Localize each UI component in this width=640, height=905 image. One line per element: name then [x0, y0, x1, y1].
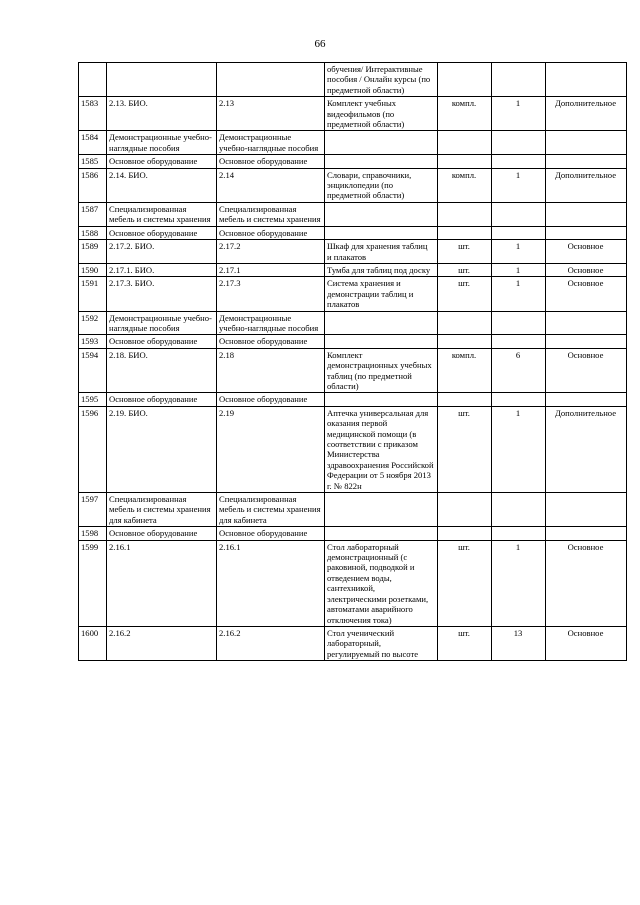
unit-cell: шт.: [438, 240, 492, 264]
row-number-cell: 1596: [79, 406, 107, 492]
row-number-cell: 1590: [79, 263, 107, 276]
unit-cell: компл.: [438, 97, 492, 131]
code-cell: Демонстрационные учебно-наглядные пособия: [107, 311, 217, 335]
quantity-cell: 13: [492, 626, 546, 660]
item-name-cell: [325, 202, 438, 226]
item-name-cell: Комплект демонстрационных учебных таблиц (по предметной области): [325, 348, 438, 393]
item-name-cell: Аптечка универсальная для оказания первой медицинской помощи (в соответствии с приказом Министерства здравоохранения Российской Федерации от 5 ноября 2013 г. № 822н: [325, 406, 438, 492]
unit-cell: [438, 393, 492, 406]
unit-cell: [438, 493, 492, 527]
equipment-type-cell: [546, 63, 627, 97]
quantity-cell: 1: [492, 168, 546, 202]
equipment-type-cell: Основное: [546, 240, 627, 264]
reference-cell: 2.16.2: [217, 626, 325, 660]
code-cell: 2.13. БИО.: [107, 97, 217, 131]
item-name-cell: Комплект учебных видеофильмов (по предметной области): [325, 97, 438, 131]
reference-cell: 2.19: [217, 406, 325, 492]
table-row: [79, 226, 627, 239]
table-row: [79, 240, 627, 264]
row-number-cell: 1592: [79, 311, 107, 335]
item-name-cell: [325, 131, 438, 155]
unit-cell: [438, 155, 492, 168]
unit-cell: [438, 202, 492, 226]
code-cell: 2.17.3. БИО.: [107, 277, 217, 311]
reference-cell: 2.16.1: [217, 540, 325, 626]
equipment-type-cell: [546, 493, 627, 527]
quantity-cell: 1: [492, 406, 546, 492]
equipment-type-cell: Основное: [546, 263, 627, 276]
row-number-cell: 1597: [79, 493, 107, 527]
table-row: [79, 527, 627, 540]
quantity-cell: [492, 155, 546, 168]
item-name-cell: [325, 527, 438, 540]
row-number-cell: 1593: [79, 335, 107, 348]
reference-cell: Основное оборудование: [217, 527, 325, 540]
equipment-type-cell: Дополнительное: [546, 168, 627, 202]
equipment-type-cell: Основное: [546, 540, 627, 626]
table-row: [79, 168, 627, 202]
quantity-cell: 1: [492, 240, 546, 264]
item-name-cell: Стол лабораторный демонстрационный (с раковиной, подводкой и отведением воды, сантехникой, электрическими розетками, автоматами аварийного отключения тока): [325, 540, 438, 626]
row-number-cell: 1588: [79, 226, 107, 239]
code-cell: Демонстрационные учебно-наглядные пособия: [107, 131, 217, 155]
code-cell: [107, 63, 217, 97]
quantity-cell: 1: [492, 263, 546, 276]
equipment-type-cell: Дополнительное: [546, 406, 627, 492]
table-row: [79, 348, 627, 393]
table-row: [79, 155, 627, 168]
quantity-cell: [492, 393, 546, 406]
unit-cell: [438, 335, 492, 348]
equipment-type-cell: [546, 335, 627, 348]
unit-cell: шт.: [438, 406, 492, 492]
item-name-cell: Стол ученический лабораторный, регулируемый по высоте: [325, 626, 438, 660]
table-row: [79, 263, 627, 276]
table-row: [79, 311, 627, 335]
unit-cell: [438, 527, 492, 540]
reference-cell: [217, 63, 325, 97]
quantity-cell: [492, 493, 546, 527]
quantity-cell: [492, 63, 546, 97]
equipment-type-cell: [546, 202, 627, 226]
code-cell: 2.16.2: [107, 626, 217, 660]
equipment-type-cell: [546, 226, 627, 239]
quantity-cell: [492, 131, 546, 155]
item-name-cell: [325, 155, 438, 168]
reference-cell: Специализированная мебель и системы хранения для кабинета: [217, 493, 325, 527]
unit-cell: шт.: [438, 626, 492, 660]
equipment-type-cell: [546, 311, 627, 335]
table-row: [79, 277, 627, 311]
table-row: [79, 202, 627, 226]
equipment-type-cell: Основное: [546, 348, 627, 393]
reference-cell: 2.13: [217, 97, 325, 131]
reference-cell: Специализированная мебель и системы хранения: [217, 202, 325, 226]
quantity-cell: [492, 527, 546, 540]
unit-cell: [438, 131, 492, 155]
reference-cell: Основное оборудование: [217, 155, 325, 168]
table-row: [79, 393, 627, 406]
quantity-cell: 1: [492, 277, 546, 311]
reference-cell: 2.17.1: [217, 263, 325, 276]
row-number-cell: 1586: [79, 168, 107, 202]
item-name-cell: [325, 226, 438, 239]
table-row: [79, 335, 627, 348]
item-name-cell: Тумба для таблиц под доску: [325, 263, 438, 276]
quantity-cell: [492, 335, 546, 348]
equipment-type-cell: [546, 527, 627, 540]
row-number-cell: 1583: [79, 97, 107, 131]
code-cell: Основное оборудование: [107, 226, 217, 239]
item-name-cell: Шкаф для хранения таблиц и плакатов: [325, 240, 438, 264]
table-row: [79, 131, 627, 155]
code-cell: Основное оборудование: [107, 527, 217, 540]
reference-cell: Основное оборудование: [217, 393, 325, 406]
code-cell: 2.17.2. БИО.: [107, 240, 217, 264]
quantity-cell: [492, 311, 546, 335]
table-row: [79, 540, 627, 626]
table-row: [79, 626, 627, 660]
row-number-cell: 1599: [79, 540, 107, 626]
row-number-cell: 1594: [79, 348, 107, 393]
quantity-cell: 6: [492, 348, 546, 393]
equipment-type-cell: Основное: [546, 626, 627, 660]
item-name-cell: [325, 335, 438, 348]
unit-cell: [438, 63, 492, 97]
code-cell: Основное оборудование: [107, 155, 217, 168]
row-number-cell: 1585: [79, 155, 107, 168]
item-name-cell: [325, 493, 438, 527]
table-row: [79, 493, 627, 527]
item-name-cell: Система хранения и демонстрации таблиц и плакатов: [325, 277, 438, 311]
item-name-cell: обучения/ Интерактивные пособия / Онлайн курсы (по предметной области): [325, 63, 438, 97]
row-number-cell: 1598: [79, 527, 107, 540]
unit-cell: компл.: [438, 348, 492, 393]
code-cell: Специализированная мебель и системы хранения: [107, 202, 217, 226]
reference-cell: Основное оборудование: [217, 226, 325, 239]
row-number-cell: 1591: [79, 277, 107, 311]
table-row: [79, 63, 627, 97]
reference-cell: 2.14: [217, 168, 325, 202]
unit-cell: шт.: [438, 540, 492, 626]
code-cell: 2.16.1: [107, 540, 217, 626]
code-cell: 2.14. БИО.: [107, 168, 217, 202]
unit-cell: шт.: [438, 263, 492, 276]
equipment-table: [78, 62, 627, 661]
unit-cell: шт.: [438, 277, 492, 311]
row-number-cell: 1589: [79, 240, 107, 264]
page-number: 66: [314, 38, 326, 50]
item-name-cell: [325, 311, 438, 335]
reference-cell: Демонстрационные учебно-наглядные пособия: [217, 311, 325, 335]
row-number-cell: 1584: [79, 131, 107, 155]
item-name-cell: Словари, справочники, энциклопедии (по предметной области): [325, 168, 438, 202]
item-name-cell: [325, 393, 438, 406]
reference-cell: Основное оборудование: [217, 335, 325, 348]
row-number-cell: 1595: [79, 393, 107, 406]
quantity-cell: [492, 202, 546, 226]
code-cell: 2.17.1. БИО.: [107, 263, 217, 276]
quantity-cell: 1: [492, 540, 546, 626]
quantity-cell: [492, 226, 546, 239]
table-row: [79, 97, 627, 131]
unit-cell: [438, 226, 492, 239]
reference-cell: 2.17.2: [217, 240, 325, 264]
quantity-cell: 1: [492, 97, 546, 131]
equipment-type-cell: Основное: [546, 277, 627, 311]
row-number-cell: 1587: [79, 202, 107, 226]
code-cell: Основное оборудование: [107, 335, 217, 348]
code-cell: Специализированная мебель и системы хранения для кабинета: [107, 493, 217, 527]
unit-cell: [438, 311, 492, 335]
row-number-cell: [79, 63, 107, 97]
reference-cell: 2.17.3: [217, 277, 325, 311]
code-cell: 2.18. БИО.: [107, 348, 217, 393]
code-cell: 2.19. БИО.: [107, 406, 217, 492]
row-number-cell: 1600: [79, 626, 107, 660]
unit-cell: компл.: [438, 168, 492, 202]
equipment-type-cell: [546, 131, 627, 155]
equipment-type-cell: [546, 155, 627, 168]
reference-cell: Демонстрационные учебно-наглядные пособия: [217, 131, 325, 155]
code-cell: Основное оборудование: [107, 393, 217, 406]
table-row: [79, 406, 627, 492]
table-body: [79, 63, 627, 661]
reference-cell: 2.18: [217, 348, 325, 393]
equipment-type-cell: Дополнительное: [546, 97, 627, 131]
equipment-type-cell: [546, 393, 627, 406]
